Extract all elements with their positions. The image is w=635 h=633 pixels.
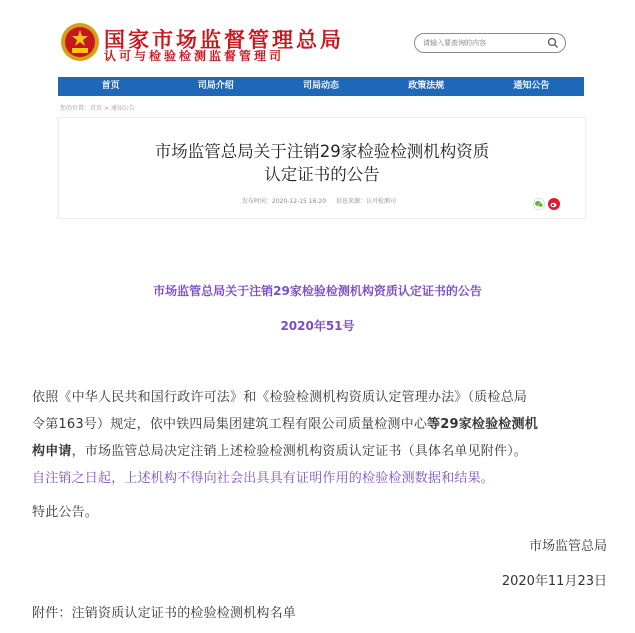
nav-item-news[interactable]: 司局动态 xyxy=(303,81,340,91)
closing-text: 特此公告。 xyxy=(32,505,99,520)
body-line-3-bold: 构申请 xyxy=(32,444,72,459)
nav-item-home[interactable]: 首页 xyxy=(101,81,120,91)
nav-item-intro[interactable]: 司局介绍 xyxy=(197,81,234,91)
site-subtitle: 认可与检验检测监督管理司 xyxy=(104,49,285,63)
article-title-line2: 认定证书的公告 xyxy=(264,165,380,184)
article-meta xyxy=(242,196,404,205)
signature: 市场监管总局 xyxy=(528,539,607,554)
publish-date: 发布时间：2020-12-15 16:20 xyxy=(242,198,327,205)
search-box[interactable] xyxy=(414,33,566,53)
search-input[interactable] xyxy=(423,36,543,50)
body-line-2-text: 令第163号）规定，依中铁四局集团建筑工程有限公司质量检测中心 xyxy=(32,417,428,432)
article-title-line1: 市场监管总局关于注销29家检验检测机构资质 xyxy=(154,142,490,161)
breadcrumb[interactable]: 您的位置：首页 > 通知公告 xyxy=(60,105,135,112)
site-title: 国家市场监督管理总局 xyxy=(104,28,344,52)
body-line-4: 自注销之日起，上述机构不得向社会出具具有证明作用的检验检测数据和结果。 xyxy=(32,471,495,486)
body-line-2 xyxy=(32,413,612,432)
national-emblem-icon xyxy=(60,22,100,62)
body-line-3-text: ，市场监管总局决定注销上述检验检测机构资质认定证书（具体名单见附件）。 xyxy=(71,444,528,459)
search-icon[interactable] xyxy=(547,37,559,49)
article-header-card xyxy=(58,117,586,219)
info-source: 信息来源：认可检测司 xyxy=(336,198,397,205)
main-nav xyxy=(58,77,584,96)
wechat-share-icon[interactable] xyxy=(533,198,545,210)
share-buttons xyxy=(533,198,560,210)
body-line-2-bold: 等29家检验检测机 xyxy=(427,417,538,432)
nav-item-notice[interactable]: 通知公告 xyxy=(513,81,550,91)
sign-date: 2020年11月23日 xyxy=(501,574,607,589)
body-line-3 xyxy=(32,440,612,459)
announcement-number: 2020年51号 xyxy=(280,319,355,333)
attachment-link[interactable]: 附件：注销资质认定证书的检验检测机构名单 xyxy=(32,606,297,621)
body-line-1: 依照《中华人民共和国行政许可法》和《检验检测机构资质认定管理办法》（质检总局 xyxy=(32,390,528,405)
announcement-heading: 市场监管总局关于注销29家检验检测机构资质认定证书的公告 xyxy=(153,284,482,298)
nav-item-policy[interactable]: 政策法规 xyxy=(408,81,445,91)
weibo-share-icon[interactable] xyxy=(548,198,560,210)
article-title xyxy=(59,140,585,186)
site-header xyxy=(0,0,635,75)
